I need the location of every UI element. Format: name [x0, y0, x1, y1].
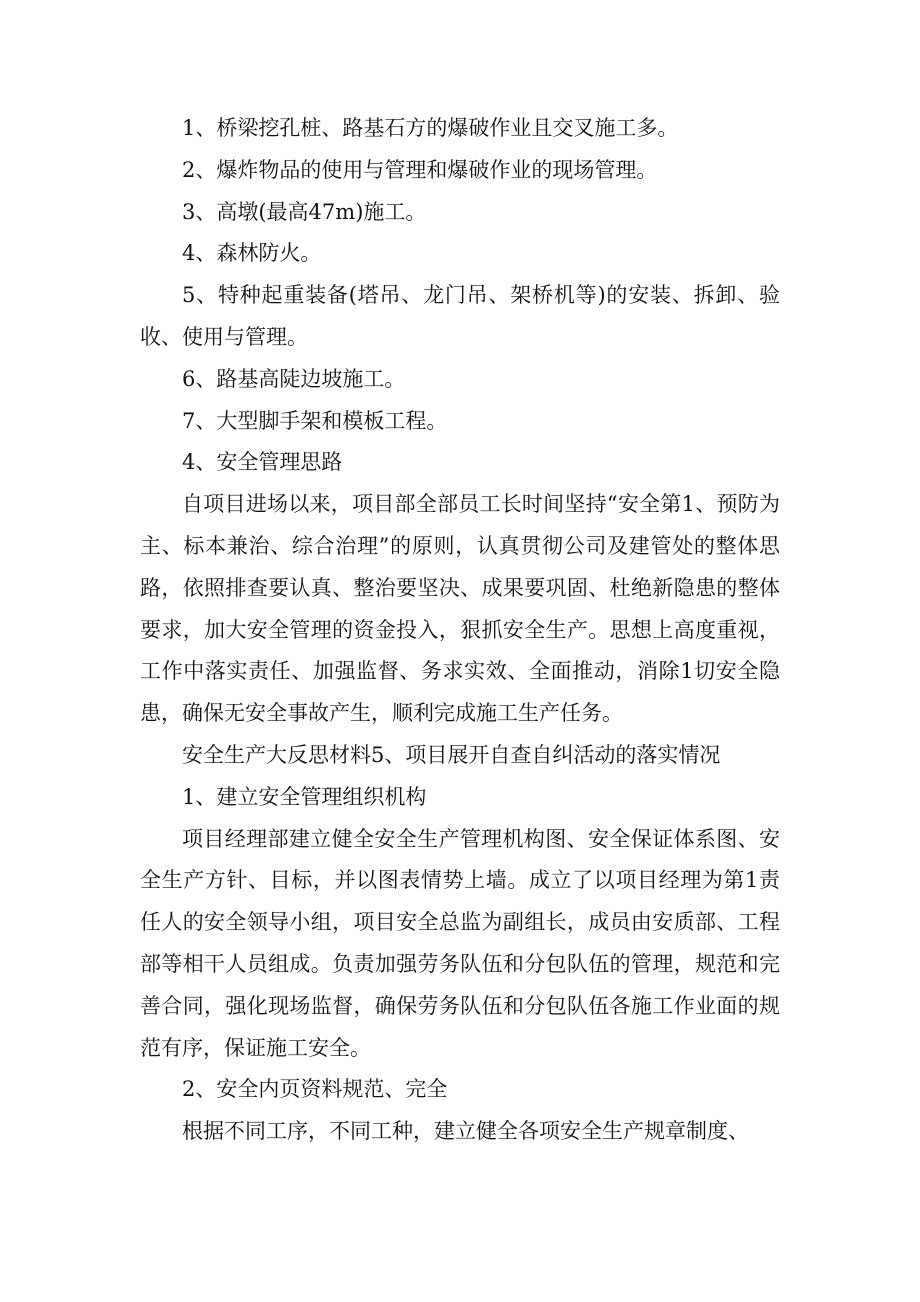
body-paragraph-safety-approach: 自项目进场以来，项目部全部员工长时间坚持“安全第1、预防为主、标本兼治、综合治理”的原则，认真贯彻公司及建管处的整体思路，依照排查要认真、整治要坚决、成果要巩固、杜绝新隐患的整体要求，加大安全管理的资金投入，狠抓安全生产。思想上高度重视，工作中落实责任、加强监督、务求实效、全面推动，消除1切安全隐患，确保无安全事故产生，顺利完成施工生产任务。: [140, 492, 780, 726]
list-item-risk-4: 4、森林防火。: [182, 241, 322, 266]
list-item-risk-5: 5、特种起重装备(塔吊、龙门吊、架桥机等)的安装、拆卸、验收、使用与管理。: [140, 283, 780, 349]
list-item-risk-3: 3、高墩(最高47m)施工。: [182, 199, 427, 224]
body-paragraph-organization: 项目经理部建立健全安全生产管理机构图、安全保证体系图、安全生产方针、目标，并以图表情势上墙。成立了以项目经理为第1责任人的安全领导小组，项目安全总监为副组长，成员由安质部、工程部等相干人员组成。负责加强劳务队伍和分包队伍的管理，规范和完善合同，强化现场监督，确保劳务队伍和分包队伍各施工作业面的规范有序，保证施工安全。: [140, 826, 780, 1060]
section-heading-self-inspection: 安全生产大反思材料5、项目展开自查自纠活动的落实情况: [182, 742, 721, 767]
list-item-risk-1: 1、桥梁挖孔桩、路基石方的爆破作业且交叉施工多。: [182, 116, 679, 140]
subheading-documentation: 2、安全内页资料规范、完全: [182, 1077, 448, 1102]
subheading-organization: 1、建立安全管理组织机构: [182, 784, 427, 809]
body-paragraph-documentation: 根据不同工序，不同工种，建立健全各项安全生产规章制度、: [182, 1119, 749, 1144]
list-item-risk-2: 2、爆炸物品的使用与管理和爆破作业的现场管理。: [182, 157, 658, 182]
list-item-risk-7: 7、大型脚手架和模板工程。: [182, 408, 448, 433]
list-item-risk-6: 6、路基高陡边坡施工。: [182, 366, 406, 391]
section-heading-safety-approach: 4、安全管理思路: [182, 450, 343, 475]
